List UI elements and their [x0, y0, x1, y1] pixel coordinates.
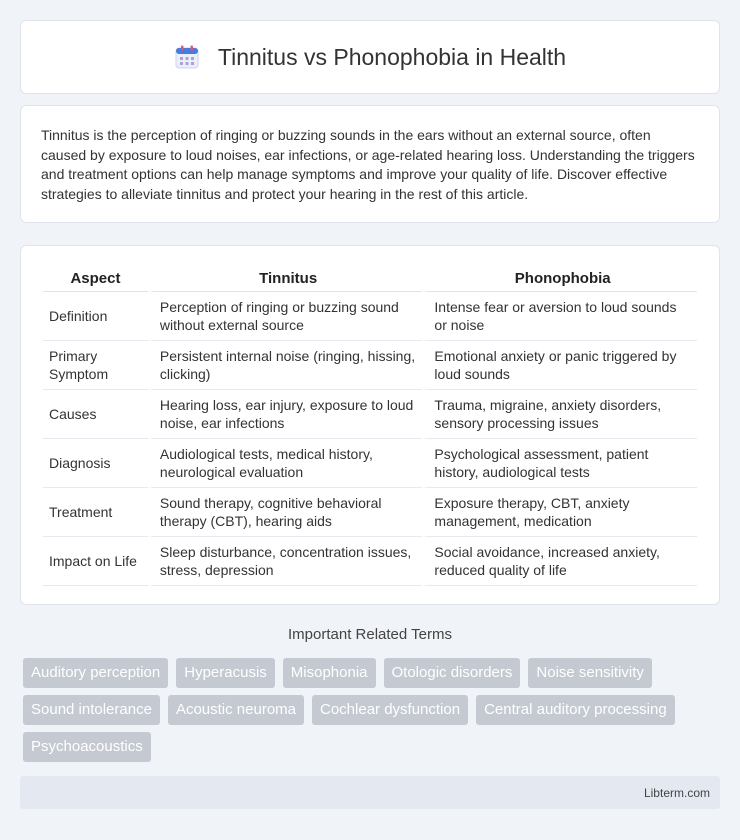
related-term-tag[interactable]: Auditory perception [23, 658, 168, 688]
header-card [20, 20, 720, 94]
table-row [43, 341, 697, 390]
related-term-tag[interactable]: Psychoacoustics [23, 732, 151, 762]
page-title: Tinnitus vs Phonophobia in Health [217, 43, 567, 70]
row-phonophobia: Psychological assessment, patient history, audiological tests [422, 439, 697, 488]
related-term-tag[interactable]: Hyperacusis [176, 658, 275, 688]
row-aspect: Impact on Life [43, 537, 148, 586]
table-row [43, 537, 697, 586]
row-phonophobia: Intense fear or aversion to loud sounds or noise [422, 292, 697, 341]
row-phonophobia: Social avoidance, increased anxiety, reduced quality of life [422, 537, 697, 586]
header-tinnitus: Tinnitus [148, 264, 423, 292]
row-phonophobia: Exposure therapy, CBT, anxiety management, medication [422, 488, 697, 537]
row-aspect: Primary Symptom [43, 341, 148, 390]
row-tinnitus: Perception of ringing or buzzing sound without external source [148, 292, 423, 341]
related-term-tag[interactable]: Otologic disorders [384, 658, 521, 688]
table-header-row [43, 264, 697, 292]
related-terms-title: Important Related Terms [288, 626, 452, 643]
table-row [43, 439, 697, 488]
calendar-icon [174, 44, 200, 70]
row-tinnitus: Persistent internal noise (ringing, hissing, clicking) [148, 341, 423, 390]
row-tinnitus: Audiological tests, medical history, neurological evaluation [148, 439, 423, 488]
row-aspect: Definition [43, 292, 148, 341]
row-tinnitus: Sleep disturbance, concentration issues, stress, depression [148, 537, 423, 586]
table-row [43, 292, 697, 341]
comparison-table [43, 264, 697, 586]
intro-text: Tinnitus is the perception of ringing or buzzing sounds in the ears without an external source, often caused by exposure to loud noises, ear infections, or age-related hearing loss. Understanding the triggers and treatment options can help manage symptoms and improve your quality of life. Discover effective strategies to alleviate tinnitus and protect your hearing in the rest of this article. [41, 127, 695, 202]
row-aspect: Diagnosis [43, 439, 148, 488]
related-term-tag[interactable]: Central auditory processing [476, 695, 675, 725]
related-term-tag[interactable]: Misophonia [283, 658, 376, 688]
table-row [43, 390, 697, 439]
row-tinnitus: Sound therapy, cognitive behavioral therapy (CBT), hearing aids [148, 488, 423, 537]
intro-card [20, 105, 720, 223]
footer-site-link[interactable]: Libterm.com [643, 785, 710, 800]
row-aspect: Causes [43, 390, 148, 439]
related-term-tag[interactable]: Sound intolerance [23, 695, 160, 725]
footer [20, 776, 720, 809]
related-term-tag[interactable]: Noise sensitivity [528, 658, 652, 688]
row-phonophobia: Emotional anxiety or panic triggered by loud sounds [422, 341, 697, 390]
header-aspect: Aspect [43, 264, 148, 292]
row-phonophobia: Trauma, migraine, anxiety disorders, sensory processing issues [422, 390, 697, 439]
related-terms-list [23, 658, 723, 762]
related-term-tag[interactable]: Cochlear dysfunction [312, 695, 468, 725]
row-aspect: Treatment [43, 488, 148, 537]
header-phonophobia: Phonophobia [422, 264, 697, 292]
related-term-tag[interactable]: Acoustic neuroma [168, 695, 304, 725]
comparison-table-card [20, 245, 720, 605]
table-row [43, 488, 697, 537]
row-tinnitus: Hearing loss, ear injury, exposure to loud noise, ear infections [148, 390, 423, 439]
